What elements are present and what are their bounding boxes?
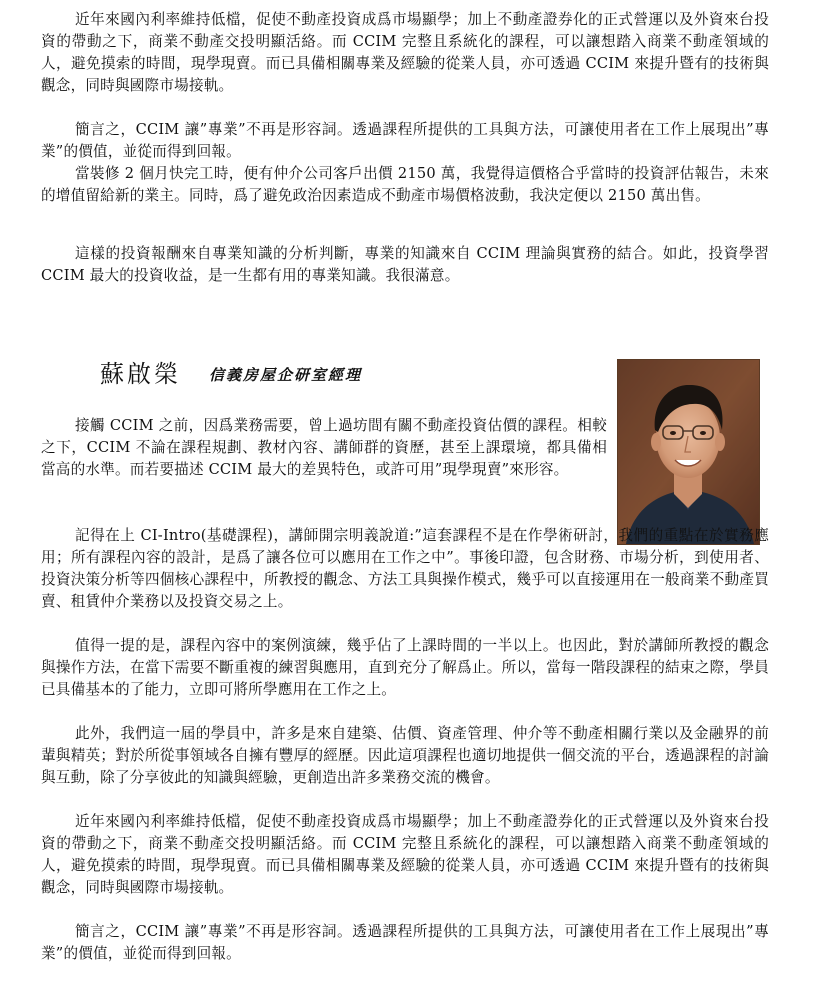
- portrait-photo: [617, 359, 760, 545]
- portrait-photo-graphic: [618, 360, 759, 544]
- paragraph-interest-rates-repeat: 近年來國內利率維持低檔，促使不動產投資成爲市場顯學；加上不動產證券化的正式營運以及外資來台投資的帶動之下，商業不動產交投明顯活絡。而 CCIM 完整且系統化的課程，可以讓想踏入商業不動產領域的人，避免摸索的時間，現學現賣。而已具備相關專業及經驗的從業人員，亦可透過 CCIM 來提升暨有的技術與觀念，同時與國際市場接軌。: [41, 813, 769, 896]
- paragraph-case-practice: 值得一提的是，課程內容中的案例演練，幾乎佔了上課時間的一半以上。也因此，對於講師所教授的觀念與操作方法，在當下需要不斷重複的練習與應用，直到充分了解爲止。所以，當每一階段課程的結束之際，學員已具備基本的了能力，立即可將所學應用在工作之上。: [41, 637, 769, 698]
- paragraph-investment-return: 這樣的投資報酬來自專業知識的分析判斷，專業的知識來自 CCIM 理論與實務的結合。如此，投資學習 CCIM 最大的投資收益，是一生都有用的專業知識。我很滿意。: [41, 245, 769, 284]
- paragraph-classmates-network: 此外，我們這一屆的學員中，許多是來自建築、估價、資產管理、仲介等不動產相關行業以及金融界的前輩與精英；對於所從事領域各自擁有豐厚的經歷。因此這項課程也適切地提供一個交流的平台，透過課程的討論與互動，除了分享彼此的知識與經驗，更創造出許多業務交流的機會。: [41, 725, 769, 786]
- profile-name: 蘇啟榮: [100, 360, 181, 388]
- profile-title: 信義房屋企研室經理: [209, 366, 363, 384]
- paragraph-professional-summary: 簡言之，CCIM 讓”專業”不再是形容詞。透過課程所提供的工具與方法，可讓使用者在工作上展現出”專業”的價值，並從而得到回報。: [41, 121, 769, 160]
- paragraph-ci-intro: 記得在上 CI-Intro(基礎課程)，講師開宗明義說道:”這套課程不是在作學術研討，我們的重點在於實務應用；所有課程內容的設計，是爲了讓各位可以應用在工作之中”。事後印證，包含財務、市場分析，到使用者、投資決策分析等四個核心課程中，所教授的觀念、方法工具與操作模式，幾乎可以直接運用在一般商業不動產買賣、租賃仲介業務以及投資交易之上。: [41, 527, 769, 610]
- paragraph-sale-decision: 當裝修 2 個月快完工時，便有仲介公司客戶出價 2150 萬，我覺得這價格合乎當時的投資評估報告，未來的增值留給新的業主。同時，爲了避免政治因素造成不動產市場價格波動，我決定便以 2150 萬出售。: [41, 165, 769, 204]
- paragraph-ccim-first-impression: 接觸 CCIM 之前，因爲業務需要，曾上過坊間有關不動產投資估價的課程。相較之下，CCIM 不論在課程規劃、教材內容、講師群的資歷，甚至上課環境，都具備相當高的水準。而若要描述 CCIM 最大的差異特色，或許可用”現學現賣”來形容。: [41, 417, 607, 478]
- paragraph-interest-rates: 近年來國內利率維持低檔，促使不動產投資成爲市場顯學；加上不動產證券化的正式營運以及外資來台投資的帶動之下，商業不動產交投明顯活絡。而 CCIM 完整且系統化的課程，可以讓想踏入商業不動產領域的人，避免摸索的時間，現學現賣。而已具備相關專業及經驗的從業人員，亦可透過 CCIM 來提升暨有的技術與觀念，同時與國際市場接軌。: [41, 11, 769, 94]
- paragraph-professional-summary-repeat: 簡言之，CCIM 讓”專業”不再是形容詞。透過課程所提供的工具與方法，可讓使用者在工作上展現出”專業”的價值，並從而得到回報。: [41, 923, 769, 962]
